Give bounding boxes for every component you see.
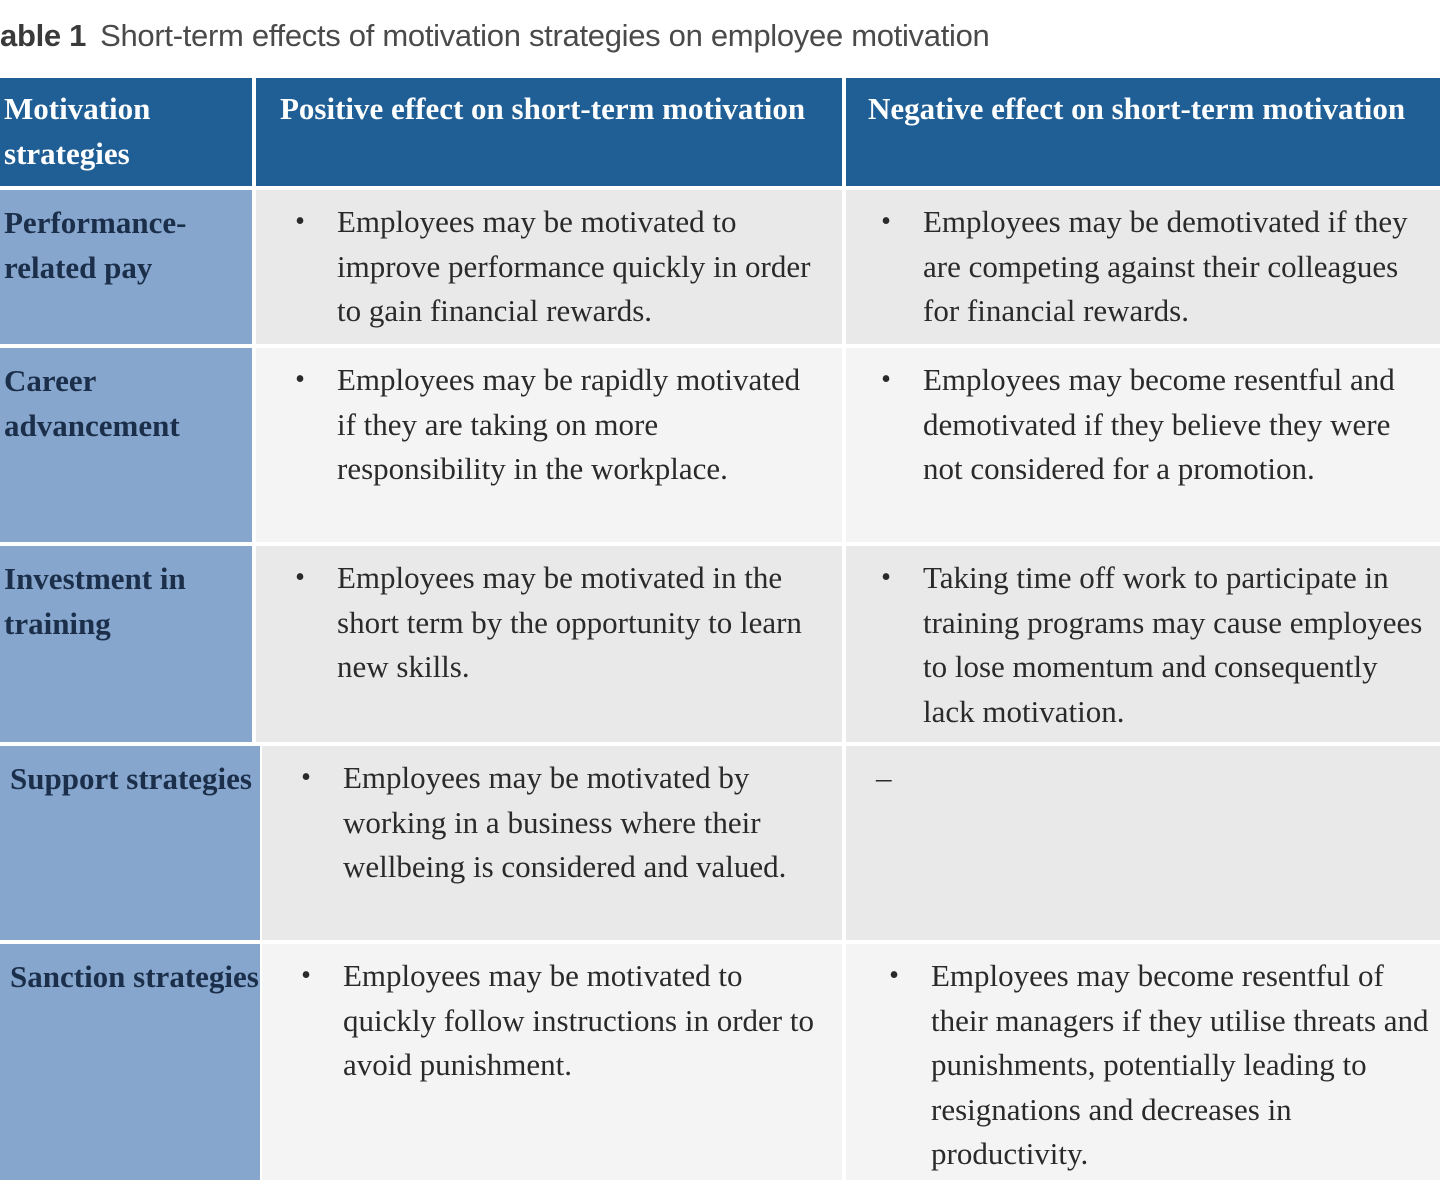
bullet-icon: • (295, 562, 305, 593)
strategy-performance-related-pay (0, 190, 252, 344)
header-label: Motivation strategies (4, 91, 151, 171)
header-motivation-strategies (0, 78, 252, 186)
effect-text: Taking time off work to participate in training programs may cause employees to lose momentum and consequently lack motivation. (923, 560, 1423, 729)
effect-text: Employees may become resentful and demotivated if they believe they were not considered for a promotion. (923, 362, 1395, 486)
list-item (290, 200, 826, 334)
list-item (876, 556, 1434, 734)
strategy-support-strategies (0, 746, 260, 940)
effect-text: Employees may be motivated by working in a business where their wellbeing is considered and valued. (343, 760, 787, 884)
list-item (876, 200, 1424, 334)
list-item (290, 358, 826, 492)
bullet-icon: • (301, 960, 311, 991)
bullet-icon: • (881, 206, 891, 237)
table-title: Short-term effects of motivation strategies on employee motivation (100, 18, 990, 53)
negative-effect-cell (846, 348, 1440, 542)
header-negative-effect (846, 78, 1440, 186)
positive-effect-cell (256, 348, 842, 542)
header-positive-effect (256, 78, 842, 186)
table-number: able 1 (0, 18, 87, 53)
bullet-icon: • (881, 364, 891, 395)
positive-effect-cell (262, 746, 842, 940)
table-caption (0, 14, 989, 58)
effect-text: Employees may be motivated to improve performance quickly in order to gain financial rewards. (337, 204, 811, 328)
positive-effect-cell (256, 546, 842, 742)
motivation-strategies-table (0, 78, 1440, 1180)
bullet-icon: • (295, 364, 305, 395)
strategy-label: Performance-related pay (4, 205, 187, 285)
negative-effect-cell (846, 190, 1440, 344)
bullet-icon: • (295, 206, 305, 237)
list-item (290, 556, 826, 690)
list-item (884, 954, 1436, 1177)
header-label: Negative effect on short-term motivation (868, 91, 1406, 126)
negative-effect-cell (846, 746, 1440, 940)
no-effect-dash: – (876, 760, 892, 795)
strategy-investment-in-training (0, 546, 252, 742)
bullet-icon: • (881, 562, 891, 593)
effect-text: Employees may become resentful of their managers if they utilise threats and punishments, potentially leading to resignations and decreases in productivity. (931, 958, 1429, 1171)
list-item (296, 756, 826, 890)
bullet-icon: • (301, 762, 311, 793)
effect-text: Employees may be rapidly motivated if they are taking on more responsibility in the workplace. (337, 362, 801, 486)
strategy-label: Career advancement (4, 363, 180, 443)
effect-text: Employees may be motivated to quickly follow instructions in order to avoid punishment. (343, 958, 814, 1082)
effect-text: Employees may be motivated in the short term by the opportunity to learn new skills. (337, 560, 802, 684)
header-label: Positive effect on short-term motivation (280, 91, 806, 126)
list-item (876, 358, 1424, 492)
bullet-icon: • (889, 960, 899, 991)
strategy-label: Investment in training (4, 561, 186, 641)
strategy-label: Sanction strategies (10, 959, 259, 994)
negative-effect-cell (846, 546, 1440, 742)
strategy-career-advancement (0, 348, 252, 542)
negative-effect-cell (846, 944, 1440, 1180)
strategy-sanction-strategies (0, 944, 260, 1180)
effect-text: Employees may be demotivated if they are competing against their colleagues for financial rewards. (923, 204, 1408, 328)
positive-effect-cell (256, 190, 842, 344)
strategy-label: Support strategies (10, 761, 252, 796)
list-item (296, 954, 826, 1088)
positive-effect-cell (262, 944, 842, 1180)
